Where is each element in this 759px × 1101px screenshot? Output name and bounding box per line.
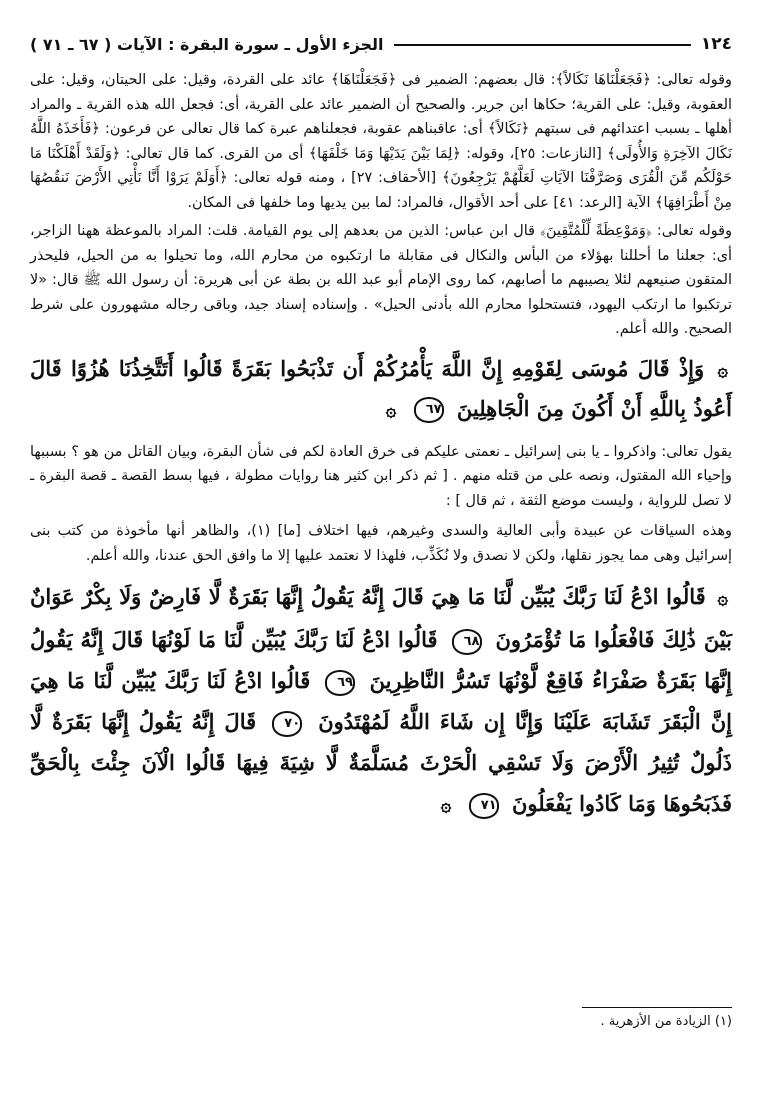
running-title: الجزء الأول ـ سورة البقرة : الآيات ( ٦٧ ـ ٧١ ) <box>30 35 384 54</box>
verse-number-marker: ٦٧ <box>414 397 444 423</box>
verse-text: وَإِذْ قَالَ مُوسَى لِقَوْمِهِ إِنَّ اللَّهَ يَأْمُرُكُمْ أَن تَذْبَحُوا بَقَرَةً قَالُوا أَتَتَّخِذُنَا هُزُوًا قَالَ أَعُوذُ بِاللَّهِ أَنْ أَكُونَ مِنَ الْجَاهِلِينَ <box>30 355 732 421</box>
verse-text: قَالُوا ادْعُ لَنَا رَبَّكَ يُبَيِّن لَّنَا مَا هِيَ إِنَّ الْبَقَرَ تَشَابَهَ عَلَيْنَا وَإِنَّا إِن شَاءَ اللَّهُ لَمُهْتَدُونَ <box>30 668 733 734</box>
verse-number-marker: ٦٨ <box>452 629 482 655</box>
commentary-paragraph-2: وقوله تعالى: ﴿وَمَوْعِظَةً لِّلْمُتَّقِينَ﴾ قال ابن عباس: الذين من بعدهم إلى يوم القيامة. قلت: المراد بالموعظة ههنا الزاجر، أى: جعلنا ما أحللنا بهؤلاء من البأس والنكال فى مقابلة ما ارتكبوه من محارم الله، وما تحيلوا به من الحيل، فليحذر المتقون صنيعهم لئلا يصيبهم ما أصابهم، كما روى الإمام أبو عبد الله بن بطة عن أبى هريرة: أن رسول الله ﷺ قال: «لا ترتكبوا ما ارتكب اليهود، فتستحلوا محارم الله بأدنى الحيل» . وإسناده إسناد جيد، وباقى رجاله مشهورون على شرط الصحيح. والله أعلم. <box>30 223 732 337</box>
ornament-open-icon: ۞ <box>717 359 728 381</box>
quran-verses-68-71 <box>30 576 732 826</box>
verse-text: قَالُوا ادْعُ لَنَا رَبَّكَ يُبَيِّن لَّنَا مَا لَوْنُهَا قَالَ إِنَّهُ يَقُولُ إِنَّهَا بَقَرَةٌ صَفْرَاءُ فَاقِعٌ لَّوْنُهَا تَسُرُّ النَّاظِرِينَ <box>30 627 733 693</box>
commentary-paragraph-4: وهذه السياقات عن عبيدة وأبى العالية والسدى وغيرهم، فيها اختلاف [ما] (١)، والظاهر أنها مأخوذة من كتب بنى إسرائيل وهى مما يجوز نقلها، ولكن لا نصدق ولا نُكَذِّب، فلهذا لا نعتمد عليها إلا ما وافق الحق عندنا، والله أعلم. <box>30 523 733 564</box>
verse-text: قَالُوا ادْعُ لَنَا رَبَّكَ يُبَيِّن لَّنَا مَا هِيَ قَالَ إِنَّهُ يَقُولُ إِنَّهَا بَقَرَةٌ لَّا فَارِضٌ وَلَا بِكْرٌ عَوَانٌ بَيْنَ ذَٰلِكَ فَافْعَلُوا مَا تُؤْمَرُونَ <box>30 584 733 652</box>
header-rule <box>394 44 691 46</box>
footnote-rule <box>582 1007 732 1008</box>
ornament-close-icon: ۞ <box>440 795 452 816</box>
footnote: (١) الزيادة من الأزهرية . <box>600 1014 732 1029</box>
page-header <box>30 22 732 54</box>
book-page <box>30 22 732 1082</box>
commentary-paragraph-1: وقوله تعالى: ﴿فَجَعَلْنَاهَا نَكَالاً﴾: قال بعضهم: الضمير فى ﴿فَجَعَلْنَاهَا﴾ عائد على القردة، وقيل: على الحيتان، وقيل: على العقوبة، وقيل: على القرية؛ حكاها ابن جرير. والصحيح أن الضمير عائد على القرية، أى: فجعل الله هذه القرية ـ والمراد أهلها ـ بسبب اعتدائهم فى سبتهم ﴿نَكَالاً﴾ أى: عاقبناهم عقوبة، فجعلناهم عبرة كما قال تعالى عن فرعون: ﴿فَأَخَذَهُ اللَّهُ نَكَالَ الآخِرَةِ وَالأُولَى﴾ [النازعات: ٢٥]، وقوله: ﴿لِمَا بَيْنَ يَدَيْهَا وَمَا خَلْفَهَا﴾ أى من القرى. كما قال تعالى: ﴿وَلَقَدْ أَهْلَكْنَا مَا حَوْلَكُم مِّنَ الْقُرَى وَصَرَّفْنَا الآيَاتِ لَعَلَّهُمْ يَرْجِعُونَ﴾ [الأحقاف: ٢٧] ، ومنه قوله تعالى: ﴿أَوَلَمْ يَرَوْا أَنَّا نَأْتِي الأَرْضَ نَنقُصُهَا مِنْ أَطْرَافِهَا﴾ الآية [الرعد: ٤١] على أحد الأقوال، فالمراد: لما بين يديها وما خلفها فى المكان. <box>30 72 732 211</box>
verse-text: قَالَ إِنَّهُ يَقُولُ إِنَّهَا بَقَرَةٌ لَّا ذَلُولٌ تُثِيرُ الْأَرْضَ وَلَا تَسْقِي الْحَرْثَ مُسَلَّمَةٌ لَّا شِيَةَ فِيهَا قَالُوا الْآنَ جِئْتَ بِالْحَقِّ فَذَبَحُوهَا وَمَا كَادُوا يَفْعَلُونَ <box>30 709 732 816</box>
commentary-paragraph-3: يقول تعالى: واذكروا ـ يا بنى إسرائيل ـ نعمتى عليكم فى خرق العادة لكم فى شأن البقرة، وبيان القاتل من هو ؟ بسببها وإحياء الله المقتول، ونصه على من قتله منهم . [ ثم ذكر ابن كثير هنا روايات مطولة ، فيها بسط القصة ـ قصة البقرة ـ لا تصل للرواية ، وليست موضع الثقة ، ثم قال ] : <box>30 443 732 509</box>
page-number: ١٢٤ <box>700 34 732 54</box>
ornament-close-icon: ۞ <box>385 399 397 421</box>
verse-number-marker: ٧١ <box>469 793 499 819</box>
quran-verse-67 <box>30 350 732 430</box>
verse-number-marker: ٧٠ <box>272 711 302 737</box>
ornament-open-icon: ۞ <box>717 588 729 609</box>
verse-number-marker: ٦٩ <box>325 670 355 696</box>
